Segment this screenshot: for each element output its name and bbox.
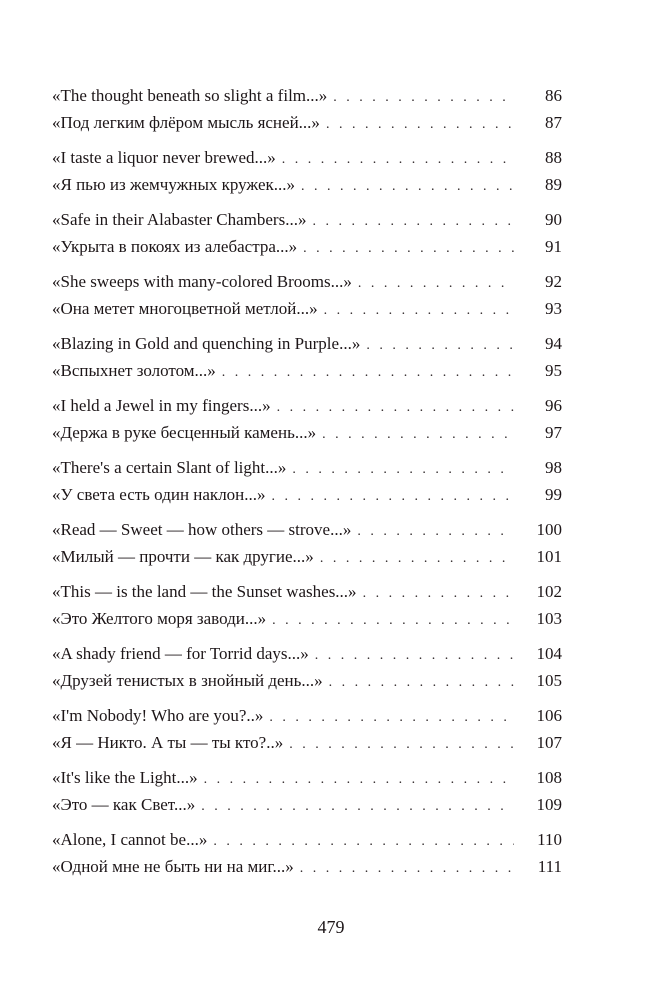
toc-entry-title: «I'm Nobody! Who are you?..» bbox=[52, 706, 264, 725]
toc-group bbox=[52, 455, 562, 508]
toc-entry-page: 87 bbox=[545, 112, 562, 132]
toc-entry bbox=[52, 172, 562, 199]
toc-entry bbox=[52, 296, 562, 323]
toc-entry-page: 99 bbox=[545, 484, 562, 504]
toc-entry-page: 105 bbox=[536, 670, 562, 690]
dot-leader bbox=[357, 581, 514, 608]
dot-leader bbox=[352, 271, 514, 298]
toc-entry-title: «She sweeps with many-colored Brooms...» bbox=[52, 272, 352, 291]
dot-leader bbox=[216, 360, 514, 387]
toc-entry bbox=[52, 579, 562, 606]
toc-entry bbox=[52, 482, 562, 509]
toc-entry-title: «Blazing in Gold and quenching in Purple...» bbox=[52, 334, 361, 353]
toc-entry-page: 93 bbox=[545, 298, 562, 318]
toc-entry-title: «У света есть один наклон...» bbox=[52, 484, 266, 504]
toc-entry-title: «Это Желтого моря заводи...» bbox=[52, 608, 267, 628]
toc-entry-title: «Я пью из жемчужных кружек...» bbox=[52, 174, 296, 194]
toc-entry bbox=[52, 269, 562, 296]
toc-entry bbox=[52, 393, 562, 420]
toc-entry-page: 111 bbox=[537, 856, 562, 876]
toc-entry-page: 101 bbox=[536, 546, 562, 566]
toc-entry bbox=[52, 145, 562, 172]
dot-leader bbox=[195, 794, 514, 821]
toc-entry bbox=[52, 668, 562, 695]
dot-leader bbox=[316, 422, 514, 449]
toc-entry-title: «Друзей тенистых в знойный день...» bbox=[52, 670, 323, 690]
toc-entry-page: 100 bbox=[536, 520, 562, 539]
toc-group bbox=[52, 703, 562, 756]
toc-group bbox=[52, 145, 562, 198]
toc-entry-page: 96 bbox=[545, 396, 562, 415]
dot-leader bbox=[360, 333, 514, 360]
toc-group bbox=[52, 331, 562, 384]
dot-leader bbox=[198, 767, 514, 794]
toc-entry bbox=[52, 730, 562, 757]
toc-entry-page: 94 bbox=[545, 334, 562, 353]
toc-entry bbox=[52, 641, 562, 668]
toc-entry bbox=[52, 792, 562, 819]
toc-entry-page: 108 bbox=[536, 768, 562, 787]
dot-leader bbox=[266, 608, 514, 635]
dot-leader bbox=[295, 174, 514, 201]
toc-entry bbox=[52, 544, 562, 571]
toc-group bbox=[52, 83, 562, 136]
toc-entry-page: 106 bbox=[536, 706, 562, 725]
toc-entry-title: «I taste a liquor never brewed...» bbox=[52, 148, 276, 167]
toc-entry-title: «Укрыта в покоях из алебастра...» bbox=[52, 236, 298, 256]
toc-entry-title: «This — is the land — the Sunset washes...» bbox=[52, 582, 357, 601]
toc-entry-page: 97 bbox=[545, 422, 562, 442]
toc-entry-title: «A shady friend — for Torrid days...» bbox=[52, 644, 309, 663]
dot-leader bbox=[309, 643, 514, 670]
table-of-contents bbox=[52, 83, 562, 889]
toc-entry-title: «I held a Jewel in my fingers...» bbox=[52, 396, 271, 415]
toc-entry bbox=[52, 420, 562, 447]
toc-group bbox=[52, 827, 562, 880]
toc-entry-page: 91 bbox=[545, 236, 562, 256]
toc-entry bbox=[52, 517, 562, 544]
toc-entry-title: «Safe in their Alabaster Chambers...» bbox=[52, 210, 307, 229]
dot-leader bbox=[318, 298, 514, 325]
toc-entry-page: 109 bbox=[536, 794, 562, 814]
toc-group bbox=[52, 393, 562, 446]
dot-leader bbox=[271, 395, 514, 422]
toc-entry-title: «Read — Sweet — how others — strove...» bbox=[52, 520, 352, 539]
toc-entry-page: 110 bbox=[537, 830, 562, 849]
toc-entry bbox=[52, 606, 562, 633]
toc-entry bbox=[52, 207, 562, 234]
toc-entry-title: «The thought beneath so slight a film...» bbox=[52, 86, 328, 105]
toc-entry bbox=[52, 854, 562, 881]
toc-entry bbox=[52, 110, 562, 137]
toc-entry bbox=[52, 703, 562, 730]
dot-leader bbox=[263, 705, 514, 732]
toc-entry bbox=[52, 358, 562, 385]
page-number: 479 bbox=[317, 917, 345, 937]
toc-entry-page: 90 bbox=[545, 210, 562, 229]
toc-entry-page: 89 bbox=[545, 174, 562, 194]
dot-leader bbox=[320, 112, 514, 139]
dot-leader bbox=[283, 732, 514, 759]
toc-entry bbox=[52, 765, 562, 792]
dot-leader bbox=[294, 856, 514, 883]
toc-entry-title: «Она метет многоцветной метлой...» bbox=[52, 298, 318, 318]
toc-entry-page: 86 bbox=[545, 86, 562, 105]
toc-entry-page: 103 bbox=[536, 608, 562, 628]
dot-leader bbox=[266, 484, 514, 511]
toc-entry bbox=[52, 234, 562, 261]
toc-entry-page: 88 bbox=[545, 148, 562, 167]
toc-entry-title: «Alone, I cannot be...» bbox=[52, 830, 208, 849]
toc-entry bbox=[52, 455, 562, 482]
toc-group bbox=[52, 517, 562, 570]
dot-leader bbox=[327, 85, 514, 112]
toc-entry-title: «It's like the Light...» bbox=[52, 768, 198, 787]
toc-entry-page: 102 bbox=[536, 582, 562, 601]
dot-leader bbox=[207, 829, 514, 856]
toc-group bbox=[52, 207, 562, 260]
dot-leader bbox=[276, 147, 514, 174]
toc-entry bbox=[52, 331, 562, 358]
toc-group bbox=[52, 269, 562, 322]
toc-entry-title: «Вспыхнет золотом...» bbox=[52, 360, 216, 380]
dot-leader bbox=[306, 209, 514, 236]
toc-group bbox=[52, 765, 562, 818]
toc-entry-page: 98 bbox=[545, 458, 562, 477]
toc-group bbox=[52, 579, 562, 632]
toc-entry-title: «Я — Никто. А ты — ты кто?..» bbox=[52, 732, 284, 752]
toc-entry-page: 104 bbox=[536, 644, 562, 663]
toc-entry-page: 95 bbox=[545, 360, 562, 380]
dot-leader bbox=[297, 236, 514, 263]
dot-leader bbox=[323, 670, 514, 697]
toc-entry bbox=[52, 827, 562, 854]
dot-leader bbox=[286, 457, 514, 484]
toc-entry-title: «Милый — прочти — как другие...» bbox=[52, 546, 314, 566]
toc-entry-title: «Это — как Свет...» bbox=[52, 794, 196, 814]
toc-entry-page: 92 bbox=[545, 272, 562, 291]
toc-entry bbox=[52, 83, 562, 110]
dot-leader bbox=[314, 546, 514, 573]
toc-entry-title: «Под легким флёром мысль ясней...» bbox=[52, 112, 320, 132]
toc-entry-title: «There's a certain Slant of light...» bbox=[52, 458, 287, 477]
toc-entry-title: «Одной мне не быть ни на миг...» bbox=[52, 856, 294, 876]
toc-entry-page: 107 bbox=[536, 732, 562, 752]
toc-group bbox=[52, 641, 562, 694]
dot-leader bbox=[351, 519, 514, 546]
toc-entry-title: «Держа в руке бесценный камень...» bbox=[52, 422, 317, 442]
